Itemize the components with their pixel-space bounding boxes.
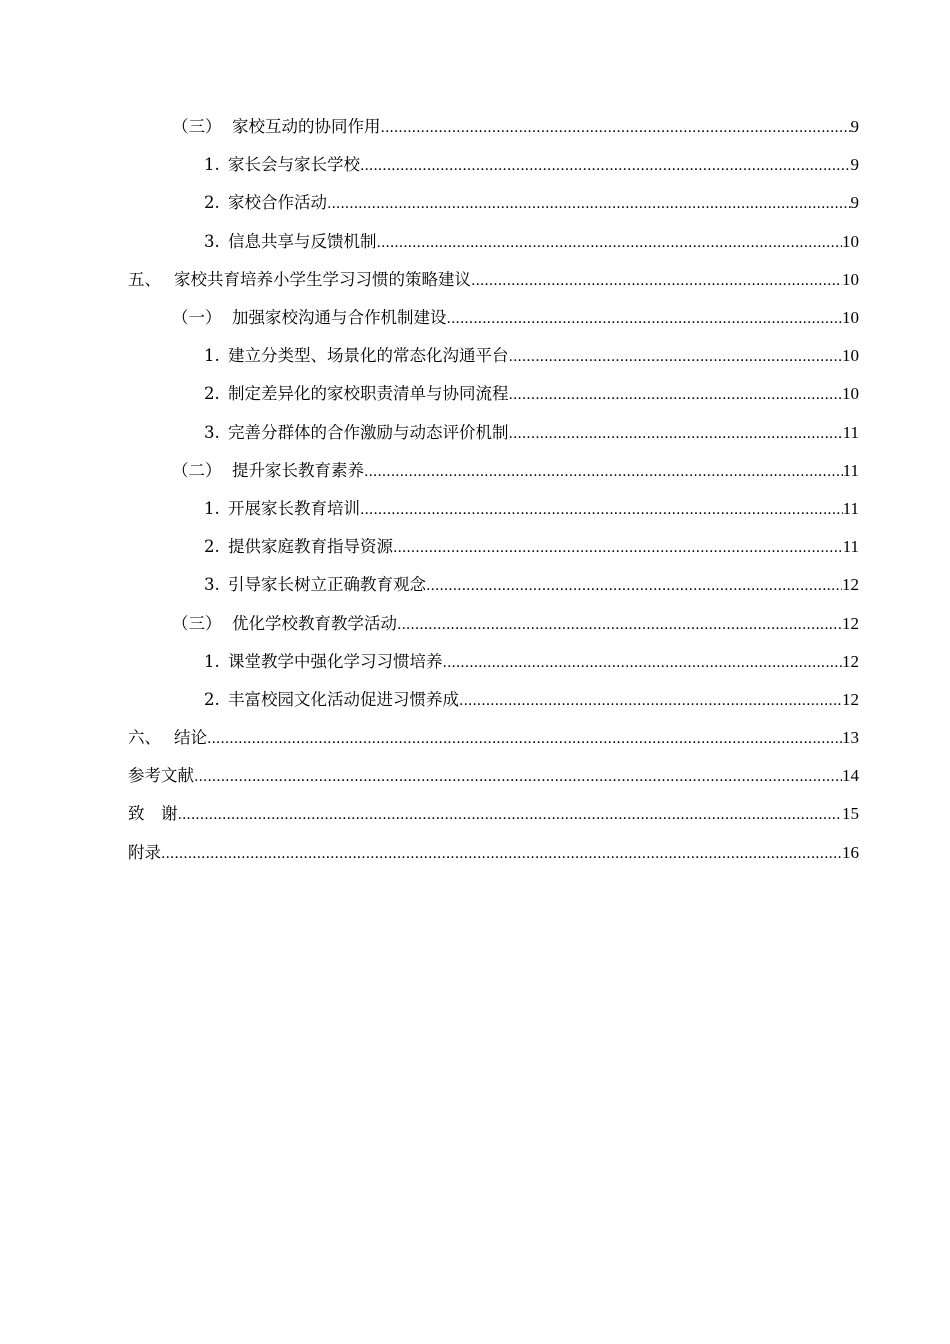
toc-entry-page: 12 [842,613,859,633]
dot-leader [161,843,842,863]
toc-entry-number: 3. [204,575,220,595]
toc-entry-title: 附录 [128,842,161,862]
toc-entry[interactable] [0,337,950,375]
toc-entry-page: 14 [842,766,859,786]
toc-entry[interactable] [0,643,950,681]
toc-entry-page: 12 [842,689,859,709]
toc-entry-number: （二） [172,460,222,480]
toc-entry-title: 结论 [174,728,207,748]
toc-entry-page: 9 [850,193,859,213]
toc-entry-title: 家校共育培养小学生学习习惯的策略建议 [174,269,471,289]
toc-entry-number: 1. [204,651,220,671]
table-of-contents [0,108,950,872]
toc-entry-number: 五、 [128,269,161,289]
toc-entry-page: 12 [842,651,859,671]
toc-entry-number: 2. [204,193,220,213]
toc-entry[interactable] [0,375,950,413]
toc-entry-page: 9 [850,117,859,137]
dot-leader [381,117,851,137]
dot-leader [393,537,843,557]
dot-leader [447,308,843,328]
toc-entry[interactable] [0,184,950,222]
toc-entry-number: 3. [204,231,220,251]
dot-leader [178,804,843,824]
toc-entry-page: 10 [842,346,859,366]
toc-entry[interactable] [0,299,950,337]
toc-entry-number: 2. [204,384,220,404]
dot-leader [509,346,843,366]
toc-entry-number: 2. [204,689,220,709]
dot-leader [426,575,842,595]
dot-leader [377,232,843,252]
toc-entry-page: 15 [842,804,859,824]
toc-entry-page: 11 [842,460,859,480]
toc-entry-title: 参考文献 [128,766,194,786]
toc-entry[interactable] [0,146,950,184]
toc-entry-page: 11 [842,498,859,518]
toc-entry-title: 制定差异化的家校职责清单与协同流程 [228,384,509,404]
dot-leader [327,193,851,213]
dot-leader [509,384,843,404]
toc-entry-title: 家校合作活动 [228,193,327,213]
dot-leader [471,270,842,290]
toc-entry-page: 10 [842,231,859,251]
toc-entry[interactable] [0,719,950,757]
toc-entry-page: 9 [850,155,859,175]
toc-entry[interactable] [0,795,950,833]
toc-entry-title: 丰富校园文化活动促进习惯养成 [228,689,459,709]
toc-entry-number: （三） [172,117,222,137]
toc-entry[interactable] [0,566,950,604]
toc-entry-page: 10 [842,384,859,404]
toc-entry-number: 2. [204,537,220,557]
toc-entry[interactable] [0,757,950,795]
toc-entry[interactable] [0,261,950,299]
toc-entry-title: 提升家长教育素养 [232,460,364,480]
toc-entry-number: 3. [204,422,220,442]
toc-entry-title: 家长会与家长学校 [228,155,360,175]
dot-leader [194,766,842,786]
dot-leader [364,461,843,481]
toc-entry-number: 六、 [128,728,161,748]
toc-entry-number: 1. [204,346,220,366]
toc-entry[interactable] [0,490,950,528]
toc-entry-title: 加强家校沟通与合作机制建设 [232,308,447,328]
toc-entry[interactable] [0,528,950,566]
toc-entry[interactable] [0,223,950,261]
toc-entry-page: 13 [842,728,859,748]
dot-leader [509,423,843,443]
toc-entry[interactable] [0,414,950,452]
toc-entry[interactable] [0,604,950,642]
dot-leader [397,614,842,634]
dot-leader [360,499,843,519]
toc-entry[interactable] [0,681,950,719]
dot-leader [207,728,842,748]
toc-entry-title: 开展家长教育培训 [228,498,360,518]
dot-leader [360,155,851,175]
toc-entry[interactable] [0,108,950,146]
toc-entry-title: 优化学校教育教学活动 [232,613,397,633]
toc-entry-title: 提供家庭教育指导资源 [228,537,393,557]
toc-entry-title: 完善分群体的合作激励与动态评价机制 [228,422,509,442]
toc-entry-title: 家校互动的协同作用 [232,117,381,137]
toc-entry-title: 致 谢 [128,804,178,824]
toc-entry-number: 1. [204,498,220,518]
toc-entry[interactable] [0,452,950,490]
toc-entry-page: 12 [842,575,859,595]
toc-entry-title: 信息共享与反馈机制 [228,231,377,251]
toc-entry-title: 课堂教学中强化学习习惯培养 [228,651,443,671]
toc-entry-page: 11 [842,422,859,442]
toc-entry[interactable] [0,834,950,872]
toc-entry-number: （三） [172,613,222,633]
dot-leader [443,652,843,672]
toc-entry-page: 16 [842,842,859,862]
dot-leader [459,690,842,710]
toc-entry-page: 11 [842,537,859,557]
toc-entry-page: 10 [842,269,859,289]
toc-entry-number: 1. [204,155,220,175]
toc-entry-title: 建立分类型、场景化的常态化沟通平台 [228,346,509,366]
toc-entry-page: 10 [842,308,859,328]
toc-entry-title: 引导家长树立正确教育观念 [228,575,426,595]
toc-entry-number: （一） [172,308,222,328]
